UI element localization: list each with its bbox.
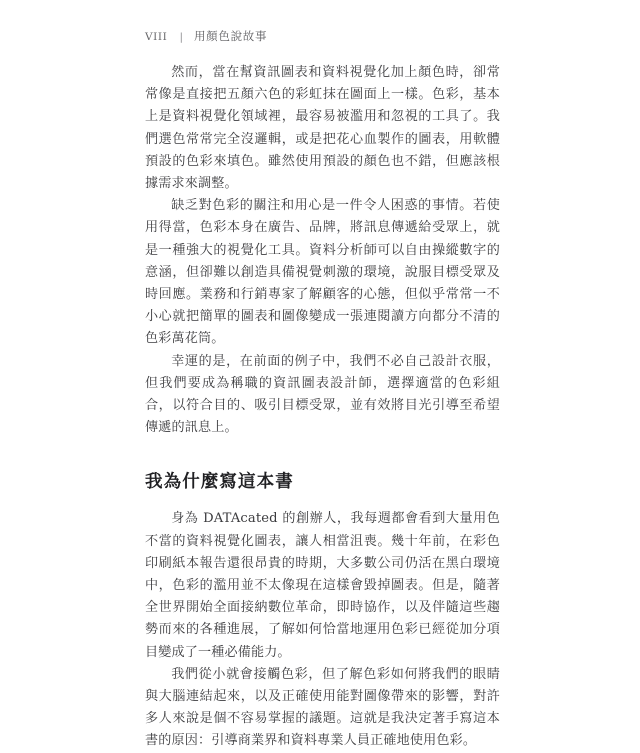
running-title: 用顏色說故事 <box>193 29 268 43</box>
page-number: VIII <box>145 31 168 43</box>
section-heading: 我為什麼寫這本書 <box>145 472 294 493</box>
body-paragraph-1: 然而，當在幫資訊圖表和資料視覺化加上顏色時，卻常常像是直接把五顏六色的彩虹抹在圖面上一樣。色彩，基本上是資料視覺化領域裡，最容易被濫用和忽視的工具了。我們選色常常完全沒邏輯，或是把花心血製作的圖表，用軟體預設的色彩來填色。雖然使用預設的顏色也不錯，但應該根據需求來調整。 <box>145 65 500 192</box>
section-paragraph-2: 我們從小就會接觸色彩，但了解色彩如何將我們的眼睛與大腦連結起來，以及正確使用能對圖像帶來的影響，對許多人來說是個不容易掌握的議題。這就是我決定著手寫這本書的原因：引導商業界和資料專業人員正確地使用色彩。 <box>145 666 500 749</box>
running-header <box>145 28 267 44</box>
body-paragraph-3: 幸運的是，在前面的例子中，我們不必自己設計衣服，但我們要成為稱職的資訊圖表設計師，選擇適當的色彩組合，以符合目的、吸引目標受眾，並有效將目光引導至希望傳遞的訊息上。 <box>145 353 500 436</box>
text-column <box>145 62 500 753</box>
body-paragraph-2: 缺乏對色彩的關注和用心是一件令人困惑的事情。若使用得當，色彩本身在廣告、品牌，將訊息傳遞給受眾上，就是一種強大的視覺化工具。資料分析師可以自由操縱數字的意涵，但卻難以創造具備視覺刺激的環境，說服目標受眾及時回應。業務和行銷專家了解顧客的心態，但似乎常常一不小心就把簡單的圖表和圖像變成一張連閱讀方向都分不清的色彩萬花筒。 <box>145 198 500 347</box>
header-separator: | <box>179 31 183 43</box>
section-paragraph-1: 身為 DATAcated 的創辦人，我每週都會看到大量用色不當的資料視覺化圖表，讓人相當沮喪。幾十年前，在彩色印刷紙本報告還很昂貴的時期，大多數公司仍活在黑白環境中，色彩的濫用並不太像現在這樣會毀掉圖表。但是，隨著全世界開始全面接納數位革命，即時協作，以及伴隨這些趨勢而來的各種進展，了解如何恰當地運用色彩已經從加分項目變成了一種必備能力。 <box>145 511 500 660</box>
